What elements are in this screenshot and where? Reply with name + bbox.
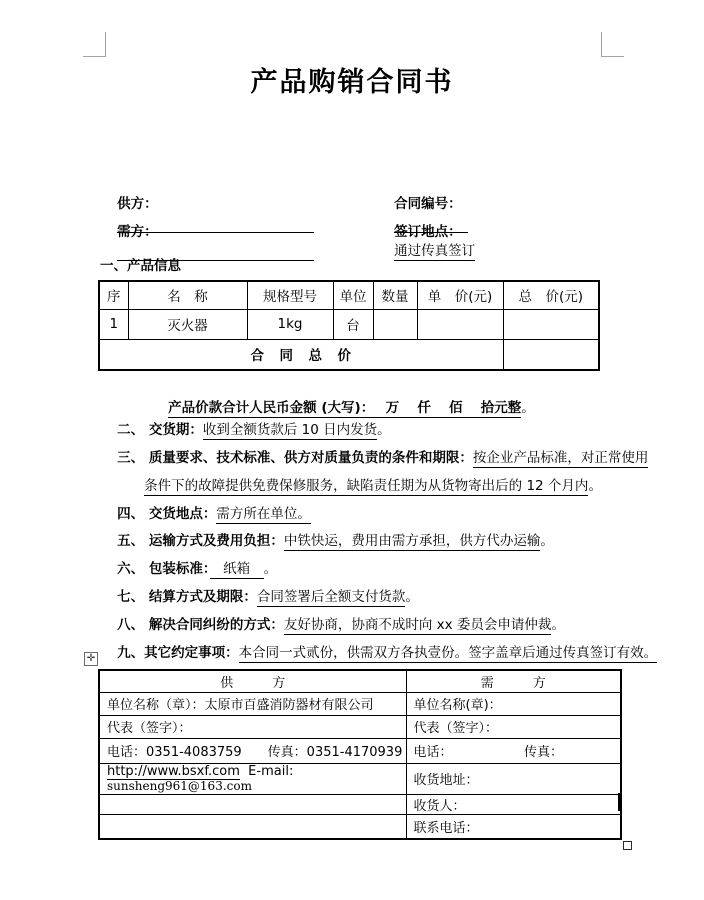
cell-qty [373, 309, 417, 339]
clause-text: 需方所在单位。 [216, 506, 311, 522]
signature-table [98, 669, 622, 840]
clause-suffix: 。 [263, 561, 278, 577]
clause-label: 结算方式及期限： [148, 589, 257, 605]
signature-header-row [99, 670, 621, 692]
table-resize-handle[interactable] [623, 841, 632, 850]
cell-unit-price [417, 309, 503, 339]
clause-text: 合同签署后全额支付货款 [256, 589, 406, 605]
web-email-row [99, 763, 621, 794]
clause-suffix: 。 [551, 617, 565, 633]
supplier-web-email-cell [99, 763, 406, 794]
contract-total-row [99, 339, 599, 370]
cell-unit: 台 [333, 309, 373, 339]
clause-label: 交货地点： [148, 506, 217, 522]
clause-number: 九、 [117, 645, 145, 661]
clause-label: 质量要求、技术标准、供方对质量负责的条件和期限： [148, 450, 473, 466]
buyer-consignee-cell: 收货人： [406, 794, 621, 814]
cell-spec: 1kg [247, 309, 333, 339]
section-heading-product-info: 一、产品信息 [100, 258, 181, 274]
col-header-qty: 数量 [373, 281, 417, 309]
page-margin-mark-top-right-icon [601, 32, 624, 57]
product-table-row [99, 309, 599, 339]
col-header-spec: 规格型号 [247, 281, 333, 309]
clause-label: 解决合同纠纷的方式： [148, 617, 284, 633]
buyer-label: 需方： [117, 224, 158, 240]
col-header-unit-price: 单 价(元) [417, 281, 503, 309]
clause-label: 其它约定事项： [144, 645, 239, 661]
clause-text: 按企业产品标准，对正常使用 [472, 450, 649, 466]
clause-number: 三、 [117, 450, 149, 466]
product-table-header-row [99, 281, 599, 309]
supplier-empty-cell [99, 814, 406, 839]
clause-number: 七、 [117, 589, 149, 605]
col-header-unit: 单位 [333, 281, 373, 309]
company-name-row [99, 692, 621, 715]
text-cursor [618, 793, 622, 811]
col-header-total-price: 总 价(元) [503, 281, 599, 309]
supplier-company-cell: 单位名称（章）：太原市百盛消防器材有限公司 [99, 692, 406, 715]
col-header-name: 名 称 [128, 281, 247, 309]
clause-suffix: 。 [405, 589, 419, 605]
phone-fax-row [99, 738, 621, 763]
clause-text: 本合同一式贰份，供需双方各执壹份。签字盖章后通过传真签订有效。 [238, 645, 658, 661]
buyer-rep-cell: 代表（签字）： [406, 715, 621, 738]
clause-label: 交货期： [148, 422, 203, 438]
col-header-index: 序 [99, 281, 128, 309]
clause-number: 二、 [117, 422, 149, 438]
consignee-row [99, 794, 621, 814]
contract-total-label: 合 同 总 价 [99, 339, 503, 370]
supplier-column-header: 供 方 [99, 670, 406, 692]
supplier-empty-cell [99, 794, 406, 814]
supplier-label: 供方： [117, 196, 158, 212]
clause-suffix: 。 [588, 478, 602, 494]
clause-number: 四、 [117, 506, 149, 522]
page-margin-mark-top-left-icon [83, 32, 106, 57]
clause-label: 运输方式及费用负担： [148, 533, 284, 549]
clause-number: 八、 [117, 617, 149, 633]
clause-number: 六、 [117, 561, 149, 577]
contact-phone-row [99, 814, 621, 839]
sign-place-label: 签订地点： [394, 224, 462, 240]
cell-index: 1 [99, 309, 128, 339]
buyer-phone-cell: 电话： 传真： [406, 738, 621, 763]
representative-row [99, 715, 621, 738]
clause-label: 包装标准： [148, 561, 210, 577]
buyer-column-header: 需 方 [406, 670, 621, 692]
amount-suffix: 。 [521, 400, 535, 416]
contract-no-label: 合同编号： [394, 196, 462, 212]
contract-title: 产品购销合同书 [250, 67, 454, 98]
clause-number: 五、 [117, 533, 149, 549]
clause-text: 条件下的故障提供免费保修服务，缺陷责任期为从货物寄出后的 12 个月内 [144, 478, 589, 494]
buyer-company-cell: 单位名称(章)： [406, 692, 621, 715]
clause-text: 友好协商，协商不成时向 xx 委员会申请仲裁 [283, 617, 552, 633]
cell-name: 灭火器 [128, 309, 247, 339]
clause-suffix: 。 [540, 533, 554, 549]
supplier-phone-cell: 电话：0351-4083759 传真：0351-4170939 [99, 738, 406, 763]
product-table [98, 280, 600, 371]
clause-text: 纸箱 [209, 561, 264, 577]
supplier-website-link[interactable]: http://www.bsxf.com [107, 763, 240, 779]
email-label: E-mail: [239, 763, 298, 779]
amount-in-words-text: 产品价款合计人民币金额 (大写)： 万 仟 佰 拾元整 [168, 400, 522, 416]
table-move-handle-icon[interactable]: ✛ [84, 652, 98, 666]
contract-total-value [503, 339, 599, 370]
sign-place-line [377, 204, 475, 280]
buyer-ship-address-cell: 收货地址： [406, 763, 621, 794]
supplier-rep-cell: 代表（签字）： [99, 715, 406, 738]
clause-suffix: 。 [377, 422, 391, 438]
sign-place-value: 通过传真签订 [394, 243, 476, 259]
buyer-contact-phone-cell: 联系电话： [406, 814, 621, 839]
clause-text: 收到全额货款后 10 日内发货 [202, 422, 378, 438]
clause-text: 中铁快运，费用由需方承担，供方代办运输 [283, 533, 541, 549]
supplier-email: sunsheng961@163.com [107, 778, 252, 793]
cell-total-price [503, 309, 599, 339]
